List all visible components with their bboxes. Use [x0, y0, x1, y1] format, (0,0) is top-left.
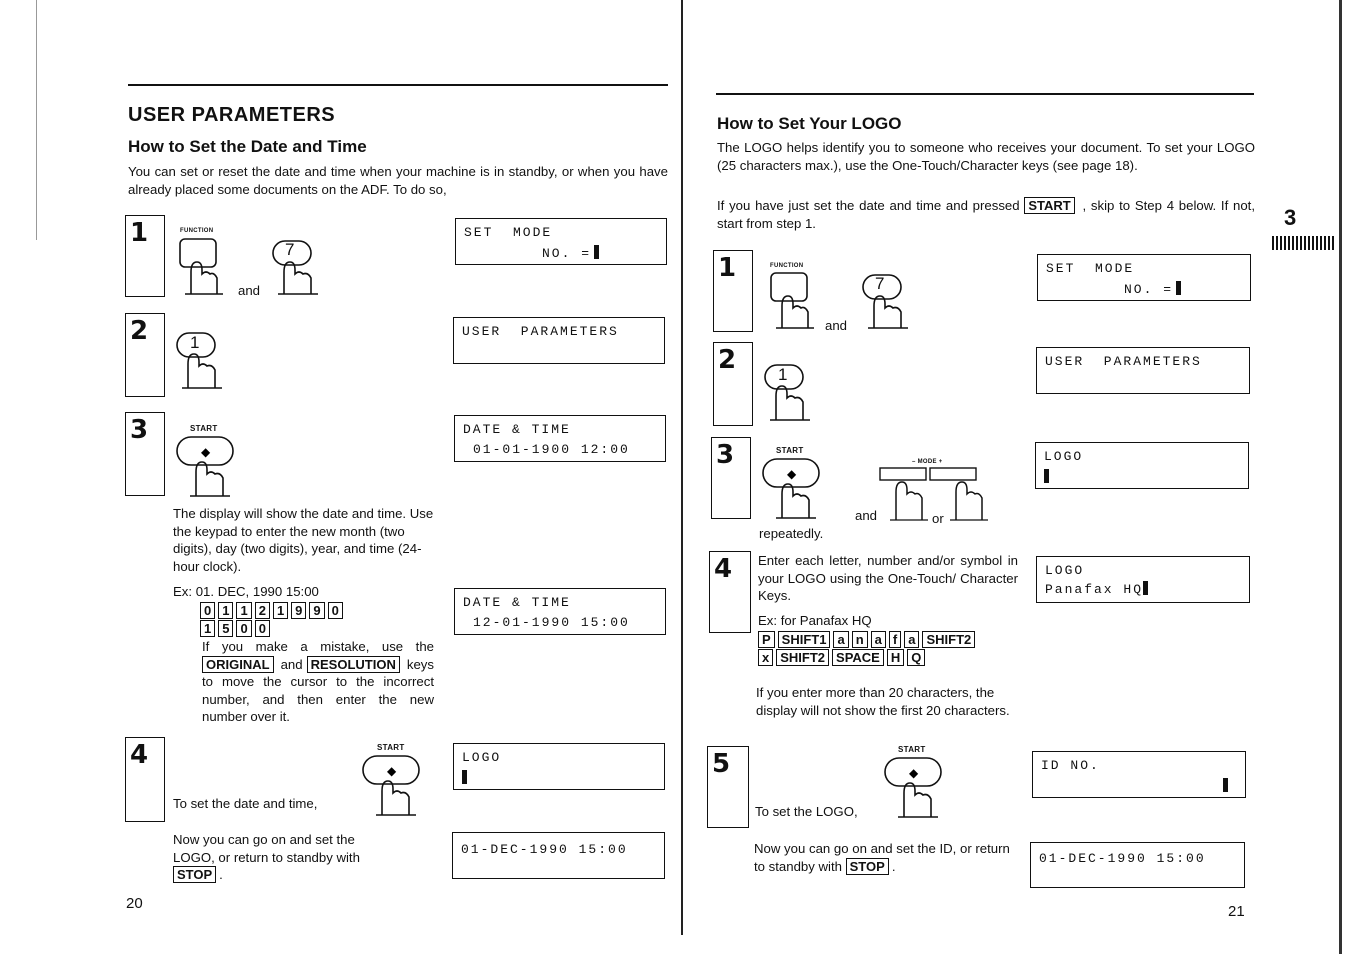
- cursor-icon: [594, 245, 599, 259]
- start-key-press-icon: [760, 456, 824, 522]
- original-key: ORIGINAL: [202, 656, 274, 673]
- top-rule-left: [128, 84, 668, 86]
- left-page-edge: [36, 0, 37, 240]
- lcd-display: USER PARAMETERS: [1036, 347, 1250, 394]
- page-number: 20: [126, 895, 143, 912]
- subsection-title: How to Set Your LOGO: [717, 114, 902, 133]
- lcd-display: SET MODE NO. =: [455, 218, 667, 265]
- step-number-box: 1: [125, 215, 165, 297]
- lcd-display: DATE & TIME 01-01-1900 12:00: [454, 415, 666, 462]
- stop-key: STOP: [173, 866, 216, 883]
- start-key-press-icon: [882, 755, 946, 821]
- final-text: Now you can go on and set the LOGO, or return to standby with STOP .: [173, 832, 360, 882]
- step-number-box: 1: [713, 250, 753, 332]
- svg-text:◆: ◆: [787, 467, 797, 481]
- step-number-box: 2: [125, 313, 165, 397]
- function-key-label: FUNCTION: [180, 228, 214, 234]
- example-keys-row: x SHIFT2 SPACE H Q: [758, 649, 928, 666]
- step-number-box: 3: [125, 412, 165, 496]
- and-label: and: [825, 318, 848, 333]
- lcd-display: LOGO Panafax HQ: [1036, 556, 1250, 603]
- function-key-label: FUNCTION: [770, 263, 804, 269]
- section-title: USER PARAMETERS: [128, 104, 336, 126]
- lcd-display: 01-DEC-1990 15:00: [452, 832, 665, 879]
- lcd-display: DATE & TIME 12-01-1990 15:00: [454, 588, 666, 635]
- digit-key-press-icon: [270, 238, 322, 298]
- char-limit-note: If you enter more than 20 characters, the display will not show the first 20 characters.: [756, 685, 1010, 718]
- lcd-display: 01-DEC-1990 15:00: [1030, 842, 1245, 888]
- start-key-label: START: [776, 446, 804, 455]
- example-label: Ex: for Panafax HQ: [758, 613, 872, 628]
- top-rule-right: [716, 93, 1254, 95]
- cursor-icon: [1223, 778, 1228, 792]
- step-number-box: 4: [709, 551, 751, 633]
- subsection-title: How to Set the Date and Time: [128, 137, 367, 156]
- lcd-display: USER PARAMETERS: [453, 317, 665, 364]
- cursor-icon: [1044, 469, 1049, 483]
- digit-key-press-icon: [860, 272, 912, 332]
- chapter-tab: 3: [1284, 205, 1297, 230]
- cursor-icon: [1143, 581, 1148, 595]
- mode-label: – MODE +: [912, 459, 943, 465]
- skip-text: If you have just set the date and time and pressed START , skip to Step 4 below. If not, start from step 1.: [717, 198, 1255, 231]
- step3-text: The display will show the date and time. Use the keypad to enter the new month (two digits), day (two digits), year, and time (24-hour clock).: [173, 506, 434, 574]
- example-keys-row: P SHIFT1 a n a f a SHIFT2: [758, 631, 978, 648]
- final-text: Now you can go on and set the ID, or return to standby with STOP .: [754, 841, 1010, 874]
- start-key: START: [1024, 197, 1074, 214]
- svg-text:◆: ◆: [201, 445, 211, 459]
- page-number: 21: [1228, 903, 1245, 920]
- and-label: and: [855, 508, 878, 523]
- lcd-display: LOGO: [1035, 442, 1249, 489]
- chapter-tab-bars: [1272, 236, 1336, 250]
- start-key-press-icon: [360, 753, 424, 819]
- resolution-key: RESOLUTION: [307, 656, 400, 673]
- svg-text:◆: ◆: [387, 764, 397, 778]
- step4-text: Enter each letter, number and/or symbol in your LOGO using the One-Touch/ Character Keys.: [758, 553, 1018, 603]
- example-keys-row: 1 5 0 0: [200, 620, 273, 637]
- step-number-box: 2: [713, 342, 753, 426]
- digit-key-label: 1: [190, 333, 200, 352]
- digit-key-label: 1: [778, 365, 788, 384]
- svg-text:◆: ◆: [909, 766, 919, 780]
- intro-text: The LOGO helps identify you to someone who receives your document. To set your LOGO (25 characters max.), use the One-Touch/Character keys (see page 18).: [717, 140, 1255, 173]
- step-number-box: 4: [125, 737, 165, 822]
- lcd-display: LOGO: [453, 743, 665, 790]
- stop-key: STOP: [846, 858, 889, 875]
- right-page-edge: [1339, 0, 1342, 954]
- and-label: and: [238, 283, 261, 298]
- step4-caption: To set the date and time,: [173, 796, 318, 811]
- page-spine: [681, 0, 683, 935]
- example-label: Ex: 01. DEC, 1990 15:00: [173, 584, 319, 599]
- function-key-press-icon: [177, 236, 227, 298]
- step-number-box: 5: [707, 746, 749, 828]
- or-label: or: [932, 511, 944, 526]
- start-key-label: START: [190, 424, 218, 433]
- lcd-display: ID NO.: [1032, 751, 1246, 798]
- function-key-press-icon: [768, 270, 818, 332]
- lcd-display: SET MODE NO. =: [1037, 254, 1251, 301]
- example-keys-row: 0 1 1 2 1 9 9 0: [200, 602, 346, 619]
- start-key-press-icon: [174, 434, 238, 500]
- cursor-icon: [1176, 281, 1181, 295]
- digit-key-press-icon: [762, 362, 814, 424]
- repeatedly-label: repeatedly.: [759, 526, 824, 541]
- digit-key-label: 7: [285, 240, 295, 259]
- cursor-icon: [462, 770, 467, 784]
- start-key-label: START: [898, 745, 926, 754]
- step-number-box: 3: [711, 437, 751, 519]
- mistake-text: If you make a mistake, use the ORIGINAL and RESOLUTION keys to move the cursor to the incorrect number, and then enter the new number over it.: [202, 639, 434, 724]
- step5-caption: To set the LOGO,: [755, 804, 858, 819]
- start-key-label: START: [377, 743, 405, 752]
- digit-key-label: 7: [875, 274, 885, 293]
- intro-text: You can set or reset the date and time when your machine is in standby, or when you have already placed some documents on the ADF. To do so,: [128, 164, 668, 197]
- digit-key-press-icon: [174, 330, 226, 392]
